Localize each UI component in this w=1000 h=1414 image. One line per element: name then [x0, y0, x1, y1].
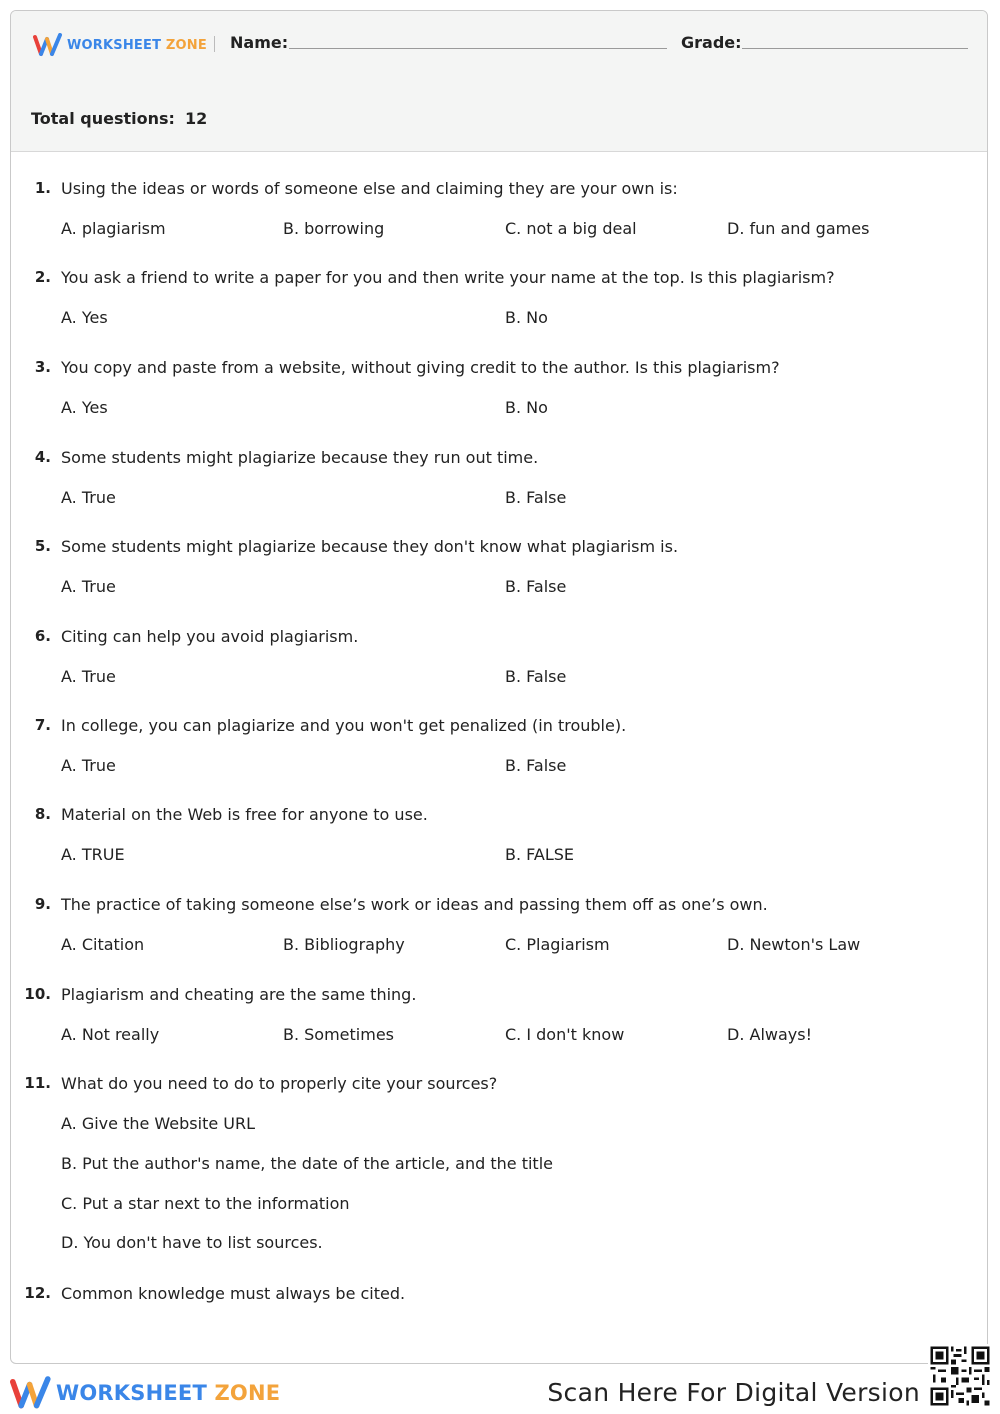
option-a[interactable]: A. Not really [61, 1025, 160, 1044]
option-a[interactable]: A. True [61, 667, 116, 686]
footer-brand [10, 1376, 280, 1410]
grade-field[interactable] [742, 48, 968, 49]
grade-label: Grade: [681, 33, 742, 52]
question-text: In college, you can plagiarize and you won't get penalized (in trouble). [61, 716, 627, 735]
question-text: You copy and paste from a website, without giving credit to the author. Is this plagiarism? [61, 358, 780, 377]
option-b[interactable]: B. False [505, 488, 567, 507]
option-b[interactable]: B. No [505, 398, 548, 417]
question-text: Common knowledge must always be cited. [61, 1284, 406, 1303]
worksheet-zone-logo-icon [33, 33, 63, 57]
option-c[interactable]: C. Put a star next to the information [61, 1194, 350, 1213]
question-number: 7. [34, 716, 51, 734]
option-a[interactable]: A. Give the Website URL [61, 1114, 256, 1133]
option-a[interactable]: A. Citation [61, 935, 145, 954]
option-b[interactable]: B. False [505, 577, 567, 596]
question-number: 11. [24, 1074, 51, 1092]
option-b[interactable]: B. False [505, 756, 567, 775]
option-a[interactable]: A. True [61, 577, 116, 596]
question-number: 6. [34, 627, 51, 645]
option-a[interactable]: A. TRUE [61, 845, 125, 864]
option-a[interactable]: A. True [61, 488, 116, 507]
question-number: 10. [24, 985, 51, 1003]
question-number: 4. [34, 448, 51, 466]
option-d[interactable]: D. Always! [727, 1025, 812, 1044]
question-text: Material on the Web is free for anyone to use. [61, 805, 428, 824]
worksheet-page [10, 10, 988, 1364]
total-questions-label: Total questions: [31, 109, 175, 128]
option-a[interactable]: A. Yes [61, 308, 108, 327]
option-a[interactable]: A. True [61, 756, 116, 775]
question-number: 1. [34, 179, 51, 197]
header-brand-text: WORKSHEET ZONE [67, 37, 207, 53]
question-number: 9. [34, 895, 51, 913]
total-questions [31, 109, 207, 128]
question-number: 3. [34, 358, 51, 376]
question-number: 8. [34, 805, 51, 823]
option-b[interactable]: B. No [505, 308, 548, 327]
option-a[interactable]: A. Yes [61, 398, 108, 417]
question-text: What do you need to do to properly cite your sources? [61, 1074, 498, 1093]
option-c[interactable]: C. Plagiarism [505, 935, 610, 954]
worksheet-zone-logo-icon [10, 1376, 52, 1410]
header-brand [33, 33, 207, 57]
question-text: You ask a friend to write a paper for you and then write your name at the top. Is this plagiarism? [61, 268, 835, 287]
question-text: Using the ideas or words of someone else and claiming they are your own is: [61, 179, 678, 198]
question-text: Citing can help you avoid plagiarism. [61, 627, 359, 646]
option-d[interactable]: D. Newton's Law [727, 935, 861, 954]
option-c[interactable]: C. I don't know [505, 1025, 625, 1044]
header-divider [214, 36, 215, 52]
question-text: Some students might plagiarize because they don't know what plagiarism is. [61, 537, 679, 556]
option-b[interactable]: B. Bibliography [283, 935, 405, 954]
qr-code-icon[interactable] [928, 1344, 992, 1408]
option-d[interactable]: D. fun and games [727, 219, 870, 238]
worksheet-header [11, 11, 987, 152]
option-b[interactable]: B. Sometimes [283, 1025, 395, 1044]
name-label: Name: [230, 33, 289, 52]
total-questions-value: 12 [184, 109, 208, 128]
option-b[interactable]: B. borrowing [283, 219, 385, 238]
option-d[interactable]: D. You don't have to list sources. [61, 1233, 323, 1252]
question-text: Plagiarism and cheating are the same thing. [61, 985, 417, 1004]
option-b[interactable]: B. Put the author's name, the date of the article, and the title [61, 1154, 553, 1173]
option-a[interactable]: A. plagiarism [61, 219, 166, 238]
question-text: The practice of taking someone else’s work or ideas and passing them off as one’s own. [61, 895, 768, 914]
option-b[interactable]: B. FALSE [505, 845, 575, 864]
option-c[interactable]: C. not a big deal [505, 219, 637, 238]
question-text: Some students might plagiarize because they run out time. [61, 448, 539, 467]
scan-digital-version-text: Scan Here For Digital Version [547, 1378, 920, 1407]
footer-brand-text: WORKSHEET ZONE [56, 1381, 281, 1405]
question-number: 5. [34, 537, 51, 555]
option-b[interactable]: B. False [505, 667, 567, 686]
question-number: 12. [24, 1284, 51, 1302]
question-number: 2. [34, 268, 51, 286]
name-field[interactable] [289, 48, 667, 49]
